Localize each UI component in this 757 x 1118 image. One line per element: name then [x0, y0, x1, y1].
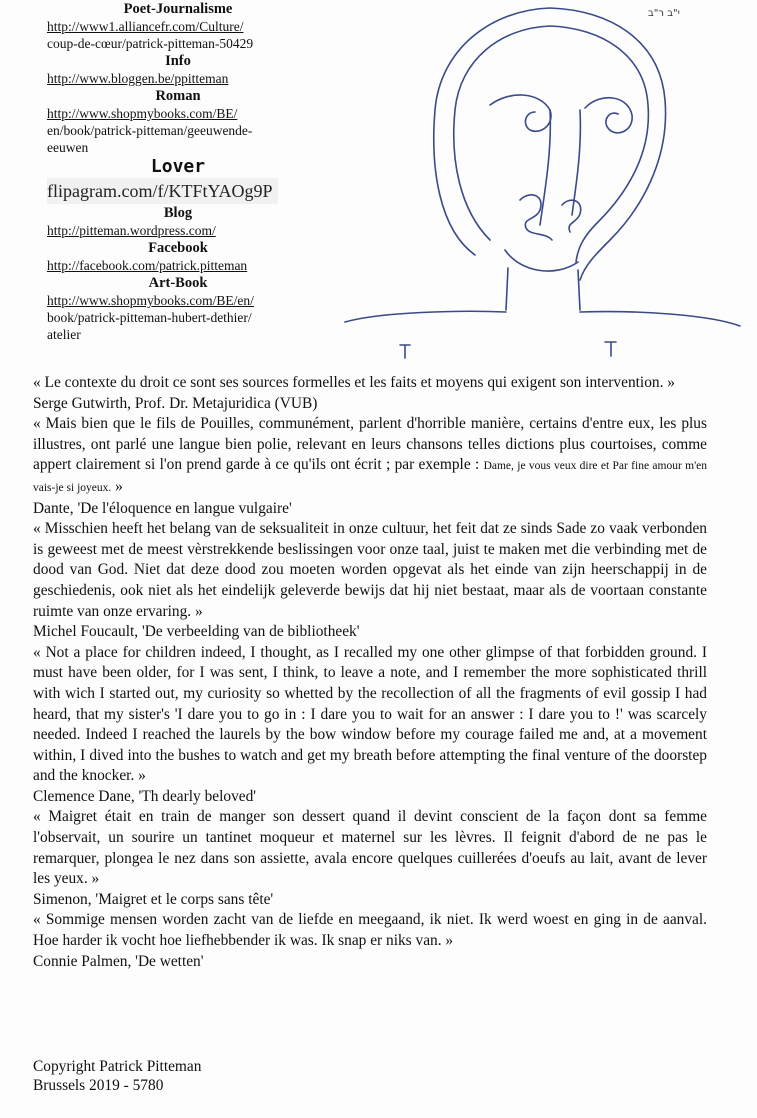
link-bloggen[interactable]: http://www.bloggen.be/ppitteman: [47, 71, 229, 86]
quote-2-author: Dante, 'De l'éloquence en langue vulgaire': [33, 499, 292, 517]
section-roman: [47, 87, 309, 156]
link-shopmybooks-roman[interactable]: http://www.shopmybooks.com/BE/: [47, 106, 238, 121]
section-blog: [47, 204, 309, 239]
link-shopmybooks-roman-cont1[interactable]: en/book/patrick-pitteman/geeuwende-: [47, 123, 253, 138]
quote-2-text: [33, 414, 707, 498]
heading-poet-journalisme: Poet-Journalisme: [123, 1, 233, 17]
quote-6-text: « Sommige mensen worden zacht van de liefde en meegaand, ik niet. Ik werd woest en ging in de aanval. Hoe harder ik vocht hoe liefhebbender ik was. Ik snap er niks van. »: [33, 911, 707, 950]
link-flipagram[interactable]: flipagram.com/f/KTFtYAOg9P: [47, 178, 278, 204]
line-drawing-face: [340, 0, 757, 370]
quote-6-author: Connie Palmen, 'De wetten': [33, 952, 204, 970]
link-facebook[interactable]: http://facebook.com/patrick.pitteman: [47, 258, 248, 273]
copyright-line: Copyright Patrick Pitteman: [33, 1058, 202, 1075]
quote-1-text: « Le contexte du droit ce sont ses sources formelles et les faits et moyens qui exigent son intervention. »: [33, 374, 675, 391]
quote-2-tail: »: [111, 477, 123, 495]
quotes-body: [33, 373, 707, 972]
heading-lover: Lover: [150, 156, 206, 177]
link-list: [47, 0, 309, 343]
quote-2-main: « Mais bien que le fils de Pouilles, communément, parlent d'horrible manière, certains d'entre eux, les plus illustres, ont parlé une langue bien polie, relevant en leurs chansons telles dictions plus courtoises, comme appert clairement si l'on prend garde à ce qu'ils ont écrit ; par exemple :: [33, 415, 707, 474]
heading-roman: Roman: [155, 88, 201, 104]
link-shopmybooks-art-cont2[interactable]: atelier: [47, 327, 81, 342]
heading-art-book: Art-Book: [148, 275, 208, 291]
section-lover: [47, 156, 309, 204]
hebrew-mark: י"ב ר"ב: [648, 8, 680, 19]
copyright-footer: [33, 1057, 201, 1095]
quote-5-author: Simenon, 'Maigret et le corps sans tête': [33, 890, 274, 908]
heading-facebook: Facebook: [148, 240, 208, 256]
link-wordpress[interactable]: http://pitteman.wordpress.com/: [47, 223, 216, 238]
link-alliancefr-cont[interactable]: coup-de-cœur/patrick-pitteman-50429: [47, 36, 254, 51]
quote-3-text: « Misschien heeft het belang van de seksualiteit in onze cultuur, het feit dat ze sinds Sade zo vaak verbonden is geweest met de meest vèrstrekkende beslissingen voor onze taal, juist te maken met die verbinding met de dood van God. Niet dat deze dood zou moeten worden opgevat als het einde van zijn heerschappij in de geschiedenis, ook niet als het eindelijk geleverde bewijs dat hij niet bestaat, maar als de voortaan constante ruimte van onze ervaring. »: [33, 520, 707, 620]
quote-4-text: « Not a place for children indeed, I thought, as I recalled my one other glimpse of that forbidden ground. I must have been older, for I was sent, I think, to leave a note, and I remember the more sophisticated thrill with wich I started out, my curiosity so whetted by the recollection of all the fragments of evil gossip I had heard, that my sister's 'I dare you to go in : I dare you to wait for an answer : I dare you to !' was scarcely needed. Indeed I reached the laurels by the bow window before my courage failed me and, at a movement within, I dived into the bushes to watch and get my breath before attempting the final venture of the doorstep and the knocker. »: [33, 643, 707, 785]
quote-5-text: « Maigret était en train de manger son dessert quand il devint conscient de la façon dont sa femme l'observait, un sourire un tantinet moqueur et maternel sur les lèvres. Il feignit d'abord de ne pas le remarquer, plongea le nez dans son assiette, avala encore quelques cuillerées d'oeufs au lait, avant de lever les yeux. »: [33, 808, 707, 888]
section-poet-journalisme: [47, 0, 309, 52]
section-facebook: [47, 239, 309, 274]
quote-1-author: Serge Gutwirth, Prof. Dr. Metajuridica (VUB): [33, 394, 318, 412]
section-art-book: [47, 274, 309, 343]
section-info: [47, 52, 309, 87]
link-alliancefr[interactable]: http://www1.alliancefr.com/Culture/: [47, 19, 244, 34]
quote-2-example: Dame, je vous veux dire et Par fine amour m'en vais-je si joyeux.: [33, 460, 707, 494]
location-date-line: Brussels 2019 - 5780: [33, 1077, 164, 1094]
heading-blog: Blog: [163, 205, 193, 221]
link-shopmybooks-art-cont1[interactable]: book/patrick-pitteman-hubert-dethier/: [47, 310, 252, 325]
quote-3-author: Michel Foucault, 'De verbeelding van de bibliotheek': [33, 623, 360, 641]
heading-info: Info: [165, 53, 191, 69]
link-shopmybooks-art[interactable]: http://www.shopmybooks.com/BE/en/: [47, 293, 254, 308]
link-shopmybooks-roman-cont2[interactable]: eeuwen: [47, 140, 89, 155]
quote-4-author: Clemence Dane, 'Th dearly beloved': [33, 787, 257, 805]
